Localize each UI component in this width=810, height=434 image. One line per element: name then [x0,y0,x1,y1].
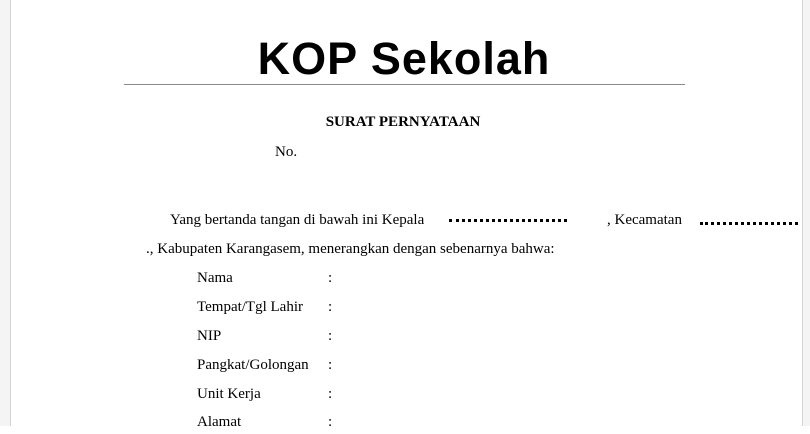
field-colon: : [328,414,333,430]
field-label: Unit Kerja [197,386,261,402]
field-colon: : [328,328,333,344]
field-row-nama [197,270,597,290]
field-colon: : [328,357,333,373]
blank-school-name[interactable] [449,219,567,222]
field-label: Nama [197,270,233,286]
field-row-unit-kerja [197,386,597,406]
letterhead-title: KOP Sekolah [257,33,551,84]
field-label: Tempat/Tgl Lahir [197,299,303,315]
letterhead-divider [124,84,685,85]
field-colon: : [328,386,333,402]
field-colon: : [328,270,333,286]
field-row-tempat-tgl-lahir [197,299,597,319]
field-label: NIP [197,328,222,344]
intro-line-1 [0,212,810,234]
field-label: Alamat [197,414,242,430]
field-row-nip [197,328,597,348]
field-row-pangkat-golongan [197,357,597,377]
field-label: Pangkat/Golongan [197,357,309,373]
blank-district-name[interactable] [700,222,798,225]
field-colon: : [328,299,333,315]
intro-text-part1: Yang bertanda tangan di bawah ini Kepala [170,212,425,228]
intro-line-2: ., Kabupaten Karangasem, menerangkan dengan sebenarnya bahwa: [146,241,555,257]
field-row-alamat [197,414,597,434]
intro-text-part2: , Kecamatan [607,212,682,228]
document-title: SURAT PERNYATAAN [325,114,481,130]
document-number-label: No. [275,144,298,160]
